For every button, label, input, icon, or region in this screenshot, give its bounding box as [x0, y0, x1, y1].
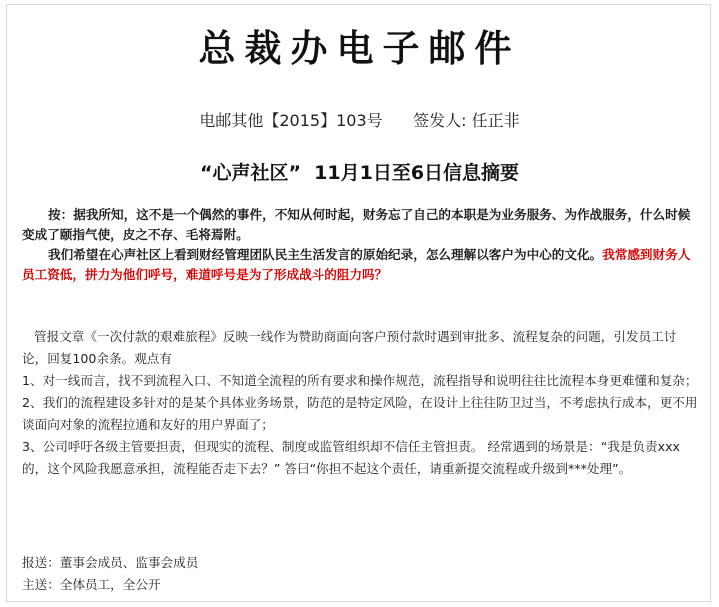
document-number: 电邮其他【2015】103号 签发人: 任正非 — [199, 111, 520, 130]
document-footer — [22, 552, 700, 596]
footer-report: 报送：董事会成员、监事会成员 — [22, 555, 199, 570]
editor-note-highlight: 我常感到财务人员工资低，拼力为他们呼号，难道呼号是为了形成战斗的阻力吗？ — [22, 247, 691, 282]
document-body — [22, 326, 700, 480]
editor-note-text: 我们希望在心声社区上看到财经管理团队民主生活发言的原始纪录，怎么理解以客户为中心的文化。 — [48, 247, 603, 262]
editor-note — [22, 205, 700, 285]
document-title: 总裁办电子邮件 — [198, 27, 521, 70]
body-point-3: 3、公司呼吁各级主管要担责，但现实的流程、制度或监管组织却不信任主管担责。 经常遇到的场景是：“我是负责xxx的，这个风险我愿意承担，流程能否走下去？” 答曰“你担不起这个责任，请重新提交流程或升级到***处理”。 — [22, 439, 680, 476]
document-subtitle: “心声社区” 11月1日至6日信息摘要 — [199, 162, 520, 184]
body-point-1: 1、对一线而言，找不到流程入口、不知道全流程的所有要求和操作规范，流程指导和说明往往比流程本身更难懂和复杂； — [22, 373, 698, 388]
body-point-2: 2、我们的流程建设多针对的是某个具体业务场景，防范的是特定风险，在设计上往往防卫过当，不考虑执行成本，更不用谈面向对象的流程拉通和友好的用户界面了； — [22, 395, 698, 432]
editor-note-paragraph-2 — [22, 245, 700, 285]
body-intro: 管报文章《一次付款的艰难旅程》反映一线作为赞助商面向客户预付款时遇到审批多、流程复杂的问题，引发员工讨论，回复100余条。观点有 — [22, 329, 677, 366]
editor-note-paragraph-1: 按：据我所知，这不是一个偶然的事件，不知从何时起，财务忘了自己的本职是为业务服务、为作战服务，什么时候变成了颐指气使，皮之不存、毛将焉附。 — [22, 207, 691, 242]
footer-cc: 主送：全体员工，全公开 — [22, 577, 161, 592]
document-frame — [6, 4, 711, 602]
